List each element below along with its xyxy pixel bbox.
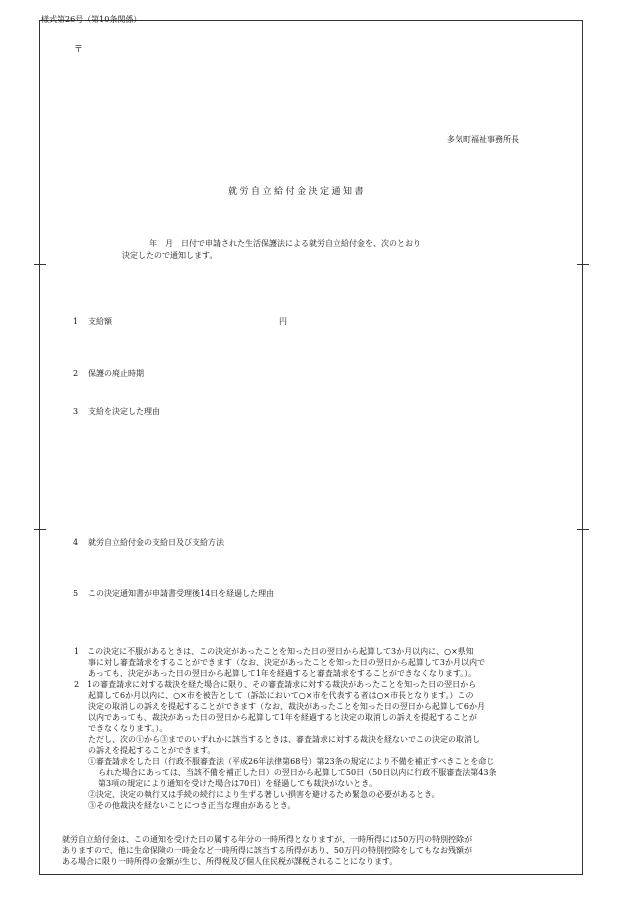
side-tick-left-lower <box>34 529 46 530</box>
item-2-label: 保護の廃止時期 <box>88 369 144 378</box>
item-1-label: 支給額 <box>88 317 112 326</box>
tax-notice-line-3: ある場合に限り一時所得の金額が生じ、所得税及び個人住民税が課税されることになります。 <box>62 857 398 866</box>
tax-notice <box>62 834 578 867</box>
condition-3-text: ③その他裁決を経ないことにつき正当な理由があるとき。 <box>88 801 296 810</box>
side-tick-right-upper <box>577 264 589 265</box>
note-2-text-5: できなくなります。）。 <box>88 724 168 733</box>
condition-1-text-2: られた場合にあっては、当該不備を補正した日）の翌日から起算して50日（50日以内に行政不服審査法第43条 <box>98 768 497 777</box>
note-2-text-3: 決定の取消しの訴えを提起することができます（なお、裁決があったことを知った日の翌日から起算して6か月 <box>88 702 486 711</box>
issuer-name: 多気町福祉事務所長 <box>447 135 519 144</box>
intro-line-2: 決定したので通知します。 <box>122 251 218 260</box>
note-2-text-6: ただし、次の①から③までのいずれかに該当するときは、審査請求に対する裁決を経ないでこの決定の取消し <box>88 735 480 744</box>
side-tick-left-upper <box>34 264 46 265</box>
note-1-text-2: 事に対し審査請求をすることができます（なお、決定があったことを知った日の翌日から起算して3か月以内で <box>88 658 486 667</box>
item-5-number: 5 <box>73 589 79 598</box>
note-1-line <box>74 646 574 657</box>
tax-notice-line-1: 就労自立給付金は、この通知を受けた日の属する年分の一時所得となりますが、一時所得には50万円の特別控除が <box>62 835 473 844</box>
note-1-text-1: この決定に不服があるときは、この決定があったことを知った日の翌日から起算して3か月以内に、○×県知 <box>87 647 474 656</box>
note-2-number: 2 <box>74 680 80 689</box>
item-3-label: 支給を決定した理由 <box>88 407 160 416</box>
condition-1-text-3: 第3項の規定により通知を受けた場合は70日）を経過しても裁決がないとき。 <box>98 779 377 788</box>
item-1-number: 1 <box>73 317 79 326</box>
item-2-number: 2 <box>73 369 79 378</box>
note-1-text-3: あっても、決定があった日の翌日から起算して1年を経過すると審査請求をすることができなくなります。）。 <box>88 669 477 678</box>
note-2-text-1: 1の審査請求に対する裁決を経た場合に限り、その審査請求に対する裁決があったことを知った日の翌日から <box>87 680 477 689</box>
note-2-line <box>74 679 574 690</box>
tax-notice-line-2: ありますので、他に生命保険の一時金など一時所得に該当する所得があり、50万円の特別控除をしてもなお残額が <box>62 846 473 855</box>
note-2-text-7: の訴えを提起することができます。 <box>88 746 216 755</box>
item-3-number: 3 <box>73 407 79 416</box>
note-2-text-4: 以内であっても、裁決があった日の翌日から起算して1年を経過すると決定の取消しの訴えを提起することが <box>88 713 477 722</box>
condition-2-text: ②決定、決定の執行又は手続の続行により生ずる著しい損害を避けるため緊急の必要があるとき。 <box>88 790 440 799</box>
item-5-label: この決定通知書が申請書受理後14日を経過した理由 <box>88 589 275 598</box>
condition-1-text-1: ①審査請求をした日（行政不服審査法（平成26年法律第68号）第23条の規定により不備を補正すべきことを命じ <box>88 757 495 766</box>
document-title: 就労自立給付金決定通知書 <box>228 187 367 197</box>
postal-mark: 〒 <box>74 45 84 55</box>
side-tick-right-lower <box>577 529 589 530</box>
item-4-number: 4 <box>73 538 79 547</box>
intro-line-1: 年 月 日付で申請された生活保護法による就労自立給付金を、次のとおり <box>149 239 421 248</box>
appeal-notes <box>74 646 574 811</box>
item-1-unit: 円 <box>279 317 287 326</box>
note-1-number: 1 <box>74 647 80 656</box>
item-4-label: 就労自立給付金の支給日及び支給方法 <box>88 538 224 547</box>
form-number: 様式第26号（第10条関係） <box>41 15 142 24</box>
note-2-text-2: 起算して6か月以内に、○×市を被告として（訴訟において○×市を代表する者は○×市長となります。）この <box>88 691 474 700</box>
